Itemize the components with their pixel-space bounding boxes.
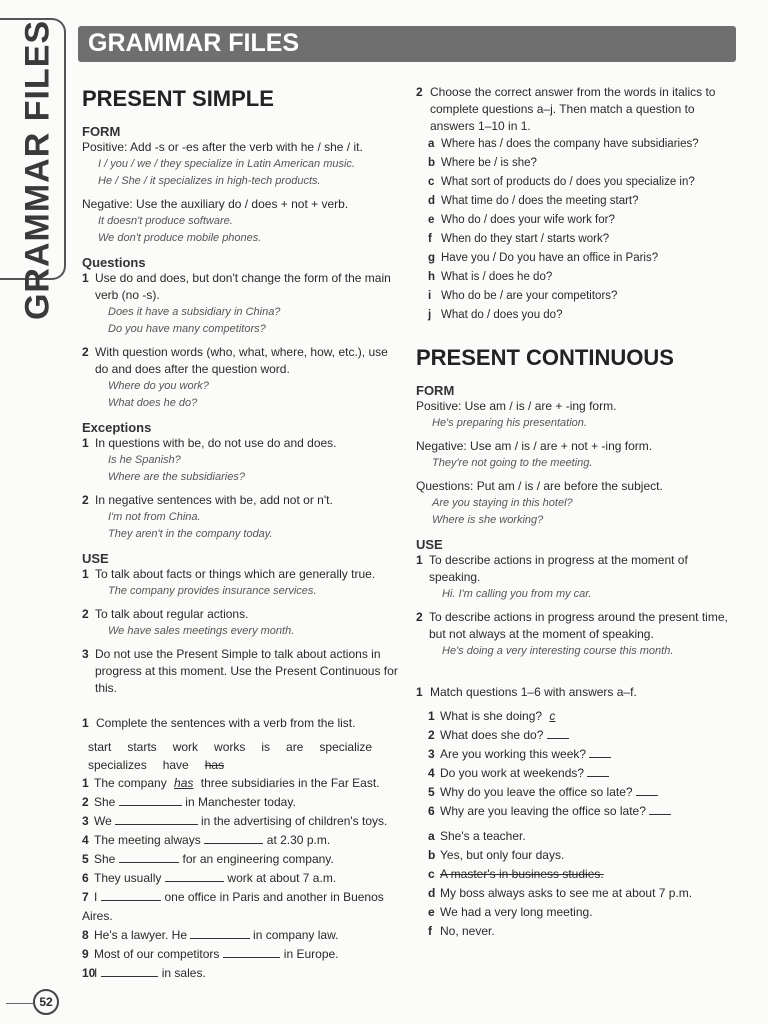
sentence-row <box>82 945 402 964</box>
negative-rule: Negative: Use the auxiliary do / does + not + verb. <box>82 197 349 211</box>
exercise-instruction: 2 Choose the correct answer from the words in italics to complete questions a–j. Then match a question to answers 1–10 in 1. <box>416 85 716 133</box>
question-text: Why are you leaving the office so late? <box>440 804 650 818</box>
example: What does he do? <box>108 397 198 409</box>
item-number: 7 <box>82 890 89 904</box>
example: I'm not from China. <box>108 511 201 523</box>
item-text: Where has / does the company have subsidiaries? <box>441 138 699 150</box>
question-item <box>416 306 736 325</box>
example: Does it have a subsidiary in China? <box>108 306 281 318</box>
answer-blank <box>101 890 162 901</box>
match-question <box>416 745 736 764</box>
question-item <box>416 287 736 306</box>
example: Do you have many competitors? <box>108 323 266 335</box>
sentence-end: three subsidiaries in the Far East. <box>197 776 380 790</box>
item-number: 5 <box>82 852 89 866</box>
item-letter: f <box>428 233 432 245</box>
sentence-start: We <box>94 814 116 828</box>
rule-item: 1 To describe actions in progress at the moment of speaking. <box>416 553 688 584</box>
word-option: start <box>88 740 112 754</box>
item-text: Have you / Do you have an office in Paris? <box>441 252 659 264</box>
example: He's preparing his presentation. <box>432 417 587 429</box>
sentence-row <box>82 926 402 945</box>
example: Where is she working? <box>432 514 544 526</box>
answer-text: Yes, but only four days. <box>440 848 565 862</box>
answer-blank <box>547 728 569 739</box>
question-text: Do you work at weekends? <box>440 766 588 780</box>
word-option: specialize <box>319 740 373 754</box>
exercise-instruction: 1 Complete the sentences with a verb from the list. <box>82 716 356 730</box>
sentence-start: Most of our competitors <box>94 947 223 961</box>
answer-blank <box>190 928 249 939</box>
item-letter: d <box>428 886 436 900</box>
rule-item: 2 With question words (who, what, where, how, etc.), use do and does after the question word. <box>82 345 388 376</box>
answer-blank <box>636 785 658 796</box>
item-number: 1 <box>428 709 435 723</box>
example: The company provides insurance services. <box>108 585 317 597</box>
example: Hi. I'm calling you from my car. <box>442 588 592 600</box>
exceptions-heading: Exceptions <box>82 420 152 435</box>
item-letter: g <box>428 252 436 264</box>
question-item <box>416 230 736 249</box>
item-number: 8 <box>82 928 89 942</box>
match-answer <box>416 865 736 884</box>
sentence-end: in sales. <box>158 966 206 980</box>
match-question <box>416 802 736 821</box>
side-tab-label: GRAMMAR FILES <box>18 19 57 321</box>
item-letter: b <box>428 848 436 862</box>
item-text: Where be / is she? <box>441 157 537 169</box>
page-number: 52 <box>33 989 59 1015</box>
match-question <box>416 764 736 783</box>
example: We don't produce mobile phones. <box>98 232 262 244</box>
match-answer <box>416 846 736 865</box>
form-heading: FORM <box>416 383 455 398</box>
example: He's doing a very interesting course this month. <box>442 645 674 657</box>
item-number: 4 <box>82 833 89 847</box>
match-question <box>416 707 736 726</box>
exercise-sentences <box>82 774 402 983</box>
item-letter: d <box>428 195 436 207</box>
sentence-row <box>82 869 402 888</box>
match-answer <box>416 827 736 846</box>
sentence-row <box>82 888 402 926</box>
item-number: 1 <box>82 776 89 790</box>
sentence-start: He's a lawyer. He <box>94 928 191 942</box>
item-letter: c <box>428 867 435 881</box>
item-text: What time do / does the meeting start? <box>441 195 639 207</box>
sentence-row <box>82 793 402 812</box>
item-letter: i <box>428 290 432 302</box>
left-column <box>82 86 402 983</box>
sentence-end: work at about 7 a.m. <box>224 871 337 885</box>
match-question <box>416 726 736 745</box>
side-tab <box>0 18 66 321</box>
rule-item: 1 In questions with be, do not use do and does. <box>82 436 337 450</box>
example: Are you staying in this hotel? <box>432 497 573 509</box>
question-item <box>416 135 736 154</box>
item-number: 4 <box>428 766 435 780</box>
answer-blank <box>589 747 611 758</box>
question-text: Why do you leave the office so late? <box>440 785 636 799</box>
item-letter: a <box>428 138 435 150</box>
answer-text: My boss always asks to see me at about 7 p.m. <box>440 886 693 900</box>
question-text: Are you working this week? <box>440 747 590 761</box>
match-question <box>416 783 736 802</box>
section-title-present-continuous: PRESENT CONTINUOUS <box>416 345 674 370</box>
rule-item: 3 Do not use the Present Simple to talk about actions in progress at this moment. Use the Present Continuous for this. <box>82 647 398 695</box>
questions-rule: Questions: Put am / is / are before the subject. <box>416 479 663 493</box>
header-banner <box>78 26 736 62</box>
sentence-start: The meeting always <box>94 833 205 847</box>
word-list <box>82 738 402 774</box>
positive-rule: Positive: Add -s or -es after the verb with he / she / it. <box>82 140 363 154</box>
sentence-start: The company <box>94 776 171 790</box>
word-option: specializes <box>88 758 147 772</box>
match-answer <box>416 884 736 903</box>
rule-item: 1 Use do and does, but don't change the form of the main verb (no -s). <box>82 271 391 302</box>
answer-text: No, never. <box>440 924 495 938</box>
item-number: 6 <box>428 804 435 818</box>
item-text: What do / does you do? <box>441 309 563 321</box>
item-letter: e <box>428 214 435 226</box>
answer-text: A master's in business studies. <box>440 867 604 881</box>
item-number: 3 <box>82 814 89 828</box>
item-text: Who do be / are your competitors? <box>441 290 618 302</box>
sentence-start: She <box>94 852 119 866</box>
example: It doesn't produce software. <box>98 215 233 227</box>
item-number: 2 <box>82 795 89 809</box>
sentence-start: She <box>94 795 119 809</box>
item-text: Who do / does your wife work for? <box>441 214 615 226</box>
sentence-row <box>82 774 402 793</box>
exercise-instruction: 1 Match questions 1–6 with answers a–f. <box>416 685 637 699</box>
sentence-end: in the advertising of children's toys. <box>197 814 388 828</box>
sentence-end: in Europe. <box>280 947 339 961</box>
item-letter: a <box>428 829 435 843</box>
word-option: is <box>261 740 271 754</box>
word-option: have <box>162 758 189 772</box>
item-letter: j <box>428 309 432 321</box>
example: Where are the subsidiaries? <box>108 471 245 483</box>
question-item <box>416 154 736 173</box>
example: He / She / it specializes in high-tech products. <box>98 175 321 187</box>
question-item <box>416 249 736 268</box>
rule-item: 2 In negative sentences with be, add not or n't. <box>82 493 333 507</box>
answer-blank <box>165 871 224 882</box>
item-letter: c <box>428 176 435 188</box>
sentence-end: in Manchester today. <box>181 795 296 809</box>
answer-blank <box>115 814 198 825</box>
page-number-line <box>6 1003 33 1004</box>
item-number: 2 <box>428 728 435 742</box>
sentence-row <box>82 964 402 983</box>
question-item <box>416 211 736 230</box>
answer: c <box>549 709 556 723</box>
sentence-end: for an engineering company. <box>179 852 334 866</box>
word-option: works <box>214 740 246 754</box>
sentence-start: They usually <box>94 871 165 885</box>
item-letter: h <box>428 271 436 283</box>
item-text: When do they start / starts work? <box>441 233 610 245</box>
exercise-items <box>416 135 736 325</box>
match-answer <box>416 922 736 941</box>
sentence-start: I <box>94 966 101 980</box>
rule-item: 2 To describe actions in progress around the present time, but not always at the moment of speaking. <box>416 610 728 641</box>
negative-rule: Negative: Use am / is / are + not + -ing form. <box>416 439 653 453</box>
question-text: What is she doing? <box>440 709 546 723</box>
rule-item: 1 To talk about facts or things which are generally true. <box>82 567 376 581</box>
answer-blank <box>587 766 609 777</box>
form-heading: FORM <box>82 124 121 139</box>
item-letter: b <box>428 157 436 169</box>
answer-blank <box>223 947 281 958</box>
match-answer <box>416 903 736 922</box>
answer-blank <box>649 804 671 815</box>
section-title-present-simple: PRESENT SIMPLE <box>82 86 274 111</box>
item-number: 6 <box>82 871 89 885</box>
positive-rule: Positive: Use am / is / are + -ing form. <box>416 399 617 413</box>
banner-title: GRAMMAR FILES <box>88 29 300 57</box>
question-item <box>416 173 736 192</box>
item-text: What is / does he do? <box>441 271 553 283</box>
example: Is he Spanish? <box>108 454 181 466</box>
question-text: What does she do? <box>440 728 547 742</box>
match-answers <box>416 827 736 941</box>
answer-blank <box>119 795 182 806</box>
answer-blank <box>101 966 159 977</box>
question-item <box>416 192 736 211</box>
word-option: has <box>204 758 225 772</box>
use-heading: USE <box>82 551 109 566</box>
item-number: 5 <box>428 785 435 799</box>
example: Where do you work? <box>108 380 209 392</box>
item-letter: e <box>428 905 435 919</box>
word-option: are <box>286 740 304 754</box>
answer-blank <box>204 833 263 844</box>
rule-item: 2 To talk about regular actions. <box>82 607 249 621</box>
item-number: 10 <box>82 966 96 980</box>
answer-text: We had a very long meeting. <box>440 905 593 919</box>
example: They aren't in the company today. <box>108 528 273 540</box>
answer-blank <box>119 852 180 863</box>
sentence-end: one office in Paris and another in Buenos Aires. <box>82 890 384 923</box>
item-number: 3 <box>428 747 435 761</box>
item-text: What sort of products do / does you specialize in? <box>441 176 695 188</box>
example: We have sales meetings every month. <box>108 625 295 637</box>
sentence-row <box>82 850 402 869</box>
sentence-row <box>82 831 402 850</box>
sentence-end: at 2.30 p.m. <box>263 833 331 847</box>
use-heading: USE <box>416 537 443 552</box>
answer: has <box>174 776 194 790</box>
item-letter: f <box>428 924 432 938</box>
right-column <box>416 86 736 941</box>
sentence-end: in company law. <box>249 928 339 942</box>
item-number: 9 <box>82 947 89 961</box>
sentence-start: I <box>94 890 101 904</box>
match-questions <box>416 707 736 821</box>
word-option: starts <box>127 740 157 754</box>
question-item <box>416 268 736 287</box>
answer-text: She's a teacher. <box>440 829 526 843</box>
example: They're not going to the meeting. <box>432 457 593 469</box>
example: I / you / we / they specialize in Latin American music. <box>98 158 355 170</box>
word-option: work <box>172 740 199 754</box>
sentence-row <box>82 812 402 831</box>
questions-heading: Questions <box>82 255 146 270</box>
